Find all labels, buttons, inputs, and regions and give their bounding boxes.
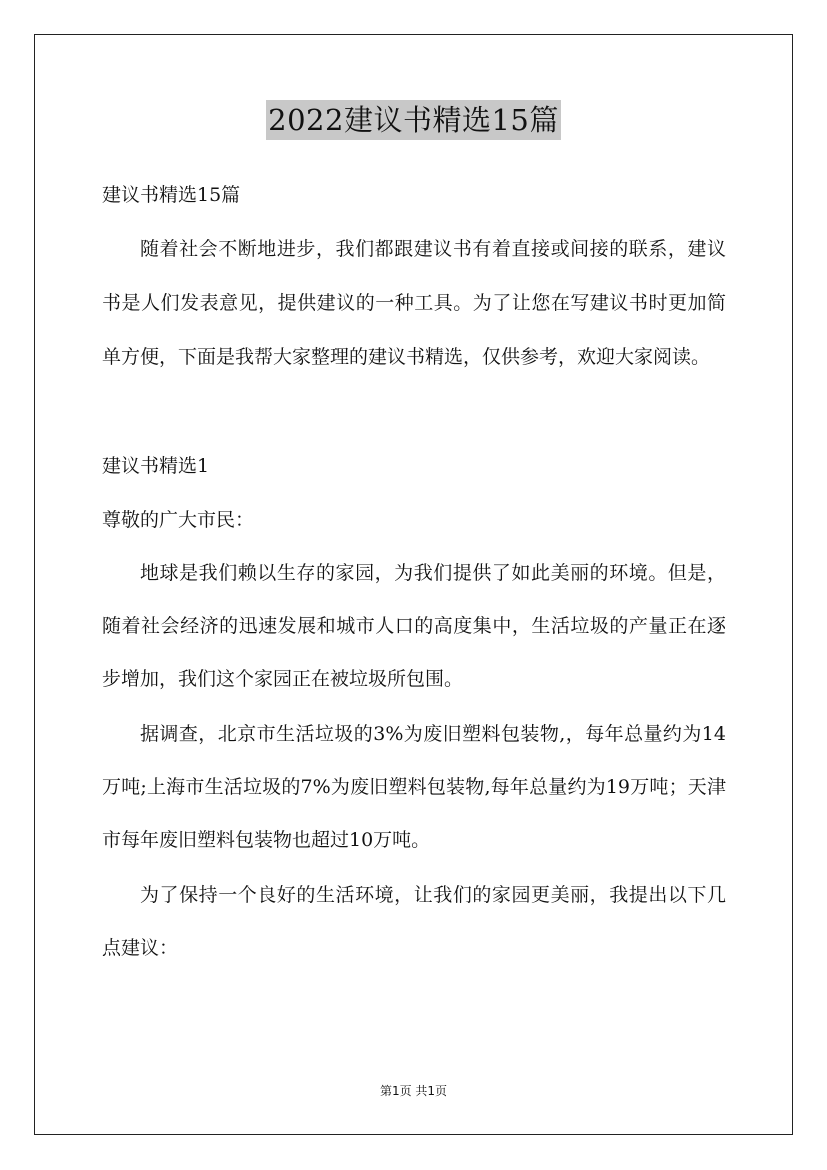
section-title[interactable]: 建议书精选1 bbox=[102, 455, 210, 477]
title-container bbox=[0, 100, 827, 140]
salutation[interactable]: 尊敬的广大市民： bbox=[102, 509, 255, 531]
body-paragraph-3[interactable]: 为了保持一个良好的生活环境，让我们的家园更美丽，我提出以下几点建议： bbox=[102, 884, 726, 959]
paragraph-gap bbox=[102, 384, 726, 439]
body-paragraph-2[interactable]: 据调查，北京市生活垃圾的3%为废旧塑料包装物,，每年总量约为14万吨;上海市生活垃圾的7%为废旧塑料包装物,每年总量约为19万吨；天津市每年废旧塑料包装物也超过10万吨。 bbox=[102, 723, 726, 851]
intro-paragraph[interactable]: 随着社会不断地进步，我们都跟建议书有着直接或间接的联系，建议书是人们发表意见，提供建议的一种工具。为了让您在写建议书时更加简单方便，下面是我帮大家整理的建议书精选，仅供参考，欢迎大家阅读。 bbox=[102, 238, 726, 368]
page-footer bbox=[0, 1082, 827, 1100]
document-heading[interactable]: 建议书精选15篇 bbox=[102, 184, 241, 206]
body-paragraph-1[interactable]: 地球是我们赖以生存的家园，为我们提供了如此美丽的环境。但是，随着社会经济的迅速发展和城市人口的高度集中，生活垃圾的产量正在逐步增加，我们这个家园正在被垃圾所包围。 bbox=[102, 562, 726, 690]
document-title[interactable]: 2022建议书精选15篇 bbox=[266, 100, 561, 140]
page-number-label: 第1页 共1页 bbox=[379, 1084, 448, 1098]
document-body bbox=[102, 168, 726, 975]
